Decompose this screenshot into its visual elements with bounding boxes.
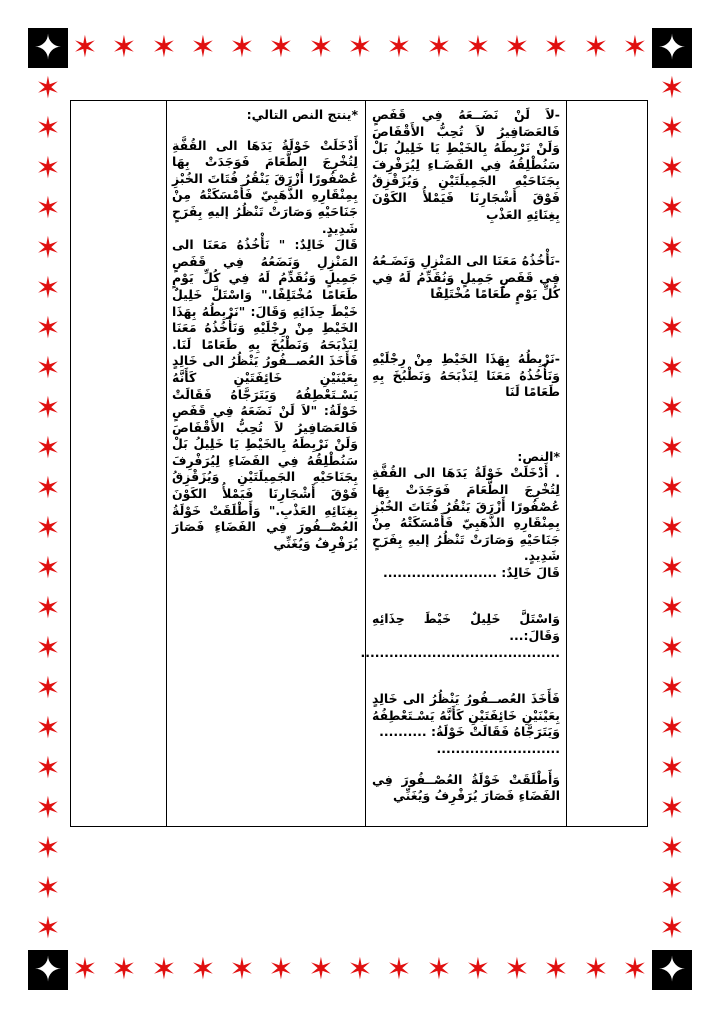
red-star-icon: ✶ xyxy=(659,71,685,106)
red-star-icon: ✶ xyxy=(659,711,685,746)
red-star-icon: ✶ xyxy=(659,151,685,186)
red-star-icon: ✶ xyxy=(659,271,685,306)
red-star-icon: ✶ xyxy=(622,30,648,65)
red-star-icon: ✶ xyxy=(386,952,412,987)
red-star-icon: ✶ xyxy=(659,671,685,706)
right-para-faakhatha: فَأَخَذَ العُصــفُورُ يَنْظُرُ الى خَالِدٍ بِعَيْنَيْنِ خَائِفَتَيْنِ كَأَنَّهُ يَسْـتَعْطِفُهُ وَيَتَرَجَّاهُ فَقَالَتْ خَوْلَةُ: .......... xyxy=(372,691,560,740)
red-star-icon: ✶ xyxy=(111,30,137,65)
red-star-icon: ✶ xyxy=(386,30,412,65)
red-star-icon: ✶ xyxy=(543,30,569,65)
red-star-icon: ✶ xyxy=(35,191,61,226)
red-star-icon: ✶ xyxy=(583,30,609,65)
red-star-icon: ✶ xyxy=(659,471,685,506)
red-star-icon: ✶ xyxy=(659,111,685,146)
red-star-icon: ✶ xyxy=(659,431,685,466)
red-star-icon: ✶ xyxy=(35,271,61,306)
column-divider-right xyxy=(566,101,567,826)
red-star-icon: ✶ xyxy=(190,30,216,65)
right-para-adkhalat: . أَدْخَلَتْ خَوْلَةُ يَدَهَا الى القُفَّةِ لِتُخْرِجَ الطَّعَامَ فَوَجَدَتْ بِهَا عُصْفُورًا أَزْرَقَ يَنْقُرُ فُتَاتَ الخُبْزِ بِمِنْقَارِهِ الذَّهَبِيّ فَأَمْسَكَتْهُ مِنْ جَنَاحَيْهِ وَصَارَتْ تَنْظُرُ إليهِ بِفَرَحٍ شَدِيدٍ. xyxy=(372,465,560,564)
red-star-icon: ✶ xyxy=(659,231,685,266)
red-star-icon: ✶ xyxy=(622,952,648,987)
red-star-icon: ✶ xyxy=(465,30,491,65)
red-star-icon: ✶ xyxy=(35,831,61,866)
right-text-heading: *النص: xyxy=(517,448,560,464)
red-star-icon: ✶ xyxy=(111,952,137,987)
red-star-icon: ✶ xyxy=(35,871,61,906)
red-star-icon: ✶ xyxy=(308,30,334,65)
red-star-icon: ✶ xyxy=(35,351,61,386)
black-corner-star-icon: ✦ xyxy=(28,950,68,990)
red-star-icon: ✶ xyxy=(659,751,685,786)
right-line-wastalla: وَاسْتَلَّ خَلِيلٌ خَيْطَ حِذَائِهِ وَقَالَ:... xyxy=(372,611,560,644)
right-para-watlaqat: وَأَطْلَقَتْ خَوْلَةُ العُصْــفُورَ فِي الفَضَاءِ فَصَارَ يُرَفْرِفُ وَيُغَنِّي xyxy=(372,771,560,804)
middle-para-story: قَالَ خَالِدٌ: " نَأْخُذُهُ مَعَنَا الى المَنْزِلِ وَنَضَعُهُ فِي قَفَصٍ جَمِيلٍ وَنُقَدِّمُ لَهُ فِي كُلِّ يَوْمٍ طَعَامًا مُخْتَلِفًا." وَاسْتَلَّ خَلِيلٌ خَيْطَ حِذَائِهِ وَقَالَ: "نَرْبِطُهُ بِهَذَا الخَيْطِ مِنْ رِجْلَيْهِ وَنَأْخُذُهُ مَعَنَا لِنَذْبَحَهُ وَنَطْبُخَ بِهِ طَعَامًا لَنَا. فَأَخَذَ العُصــفُورُ يَنْظُرُ الى خَالِدٍ بِعَيْنَيْنِ خَائِفَتَيْنِ كَأَنَّهُ يَسْـتَعْطِفُهُ وَيَتَرَجَّاهُ فَقَالَتْ خَوْلَةُ: "لاَ لَنْ نَضَعَهُ فِي قَفَصٍ فَالعَصَافِيرُ لاَ تُحِبُّ الأَقْفَاصَ وَلَنْ نَرْبِطَهُ بِالخَيْطِ يَا خَلِيلُ بَلْ سَنُطْلِقُهُ فِي الفَضَاءِ لِيُرَفْرِفَ بِجَنَاحَيْهِ الجَمِيلَتَيْنِ وَيُزَقْزِقُ فَوْقَ أَشْجَارِنَا فَيَمْلأُ الكَوْنَ بِغِنَائِهِ العَذْبِ." وَأَطْلَقَتْ خَوْلَةُ العُصْــفُورَ فِي الفَضَاءِ فَصَارَ يُرَفْرِفُ وَيُغَنِّي xyxy=(172,237,358,551)
red-star-icon: ✶ xyxy=(35,471,61,506)
red-star-icon: ✶ xyxy=(659,391,685,426)
red-star-icon: ✶ xyxy=(659,871,685,906)
red-star-icon: ✶ xyxy=(659,631,685,666)
red-star-icon: ✶ xyxy=(151,30,177,65)
red-star-icon: ✶ xyxy=(35,311,61,346)
red-star-icon: ✶ xyxy=(659,791,685,826)
middle-heading: *ينتج النص التالي: xyxy=(246,107,358,122)
right-line-qala-khalid: قَالَ خَالِدٌ: ........................ xyxy=(382,564,560,580)
red-star-icon: ✶ xyxy=(347,30,373,65)
right-line-wastalla-dots: .......................................... xyxy=(360,644,560,660)
red-star-icon: ✶ xyxy=(35,391,61,426)
red-star-icon: ✶ xyxy=(659,911,685,946)
red-star-icon: ✶ xyxy=(268,952,294,987)
red-star-icon: ✶ xyxy=(35,591,61,626)
red-star-icon: ✶ xyxy=(229,952,255,987)
red-star-icon: ✶ xyxy=(308,952,334,987)
red-star-icon: ✶ xyxy=(35,751,61,786)
red-star-icon: ✶ xyxy=(190,952,216,987)
red-star-icon: ✶ xyxy=(543,952,569,987)
right-para-la-lan: -لاَ لَنْ نَضَــعَهُ فِي قَفَصٍ فَالعَصَافِيرُ لاَ تُحِبُّ الأَقْفَاصَ وَلَنْ نَرْبِطَهُ بِالخَيْطِ يَا خَلِيلُ بَلْ سَنُطْلِقُهُ فِي الفَضَـاءِ لِيُرَفْرِفَ بِجَنَاحَيْهِ الجَمِيلَتَيْنِ وَيُزَقْزِقُ فَوْقَ أَشْجَارِنَا فَيَمْلأُ الكَوْنَ بِغِنَائِهِ العَذْبِ xyxy=(372,107,560,222)
red-star-icon: ✶ xyxy=(659,551,685,586)
red-star-icon: ✶ xyxy=(426,952,452,987)
red-star-icon: ✶ xyxy=(504,952,530,987)
black-corner-star-icon: ✦ xyxy=(28,28,68,68)
red-star-icon: ✶ xyxy=(35,231,61,266)
worksheet-table xyxy=(70,100,648,827)
red-star-icon: ✶ xyxy=(426,30,452,65)
red-star-icon: ✶ xyxy=(35,911,61,946)
red-star-icon: ✶ xyxy=(35,431,61,466)
red-star-icon: ✶ xyxy=(504,30,530,65)
red-star-icon: ✶ xyxy=(35,71,61,106)
red-star-icon: ✶ xyxy=(151,952,177,987)
red-star-icon: ✶ xyxy=(35,151,61,186)
black-corner-star-icon: ✦ xyxy=(652,28,692,68)
red-star-icon: ✶ xyxy=(35,671,61,706)
red-star-icon: ✶ xyxy=(659,511,685,546)
red-star-icon: ✶ xyxy=(583,952,609,987)
column-divider-left xyxy=(166,101,167,826)
red-star-icon: ✶ xyxy=(35,791,61,826)
middle-column xyxy=(172,107,358,552)
red-star-icon: ✶ xyxy=(72,952,98,987)
red-star-icon: ✶ xyxy=(35,711,61,746)
red-star-icon: ✶ xyxy=(465,952,491,987)
red-star-icon: ✶ xyxy=(35,631,61,666)
red-star-icon: ✶ xyxy=(35,551,61,586)
right-column xyxy=(360,107,560,805)
right-para-faakhatha-dots: .......................... xyxy=(436,741,560,757)
middle-para-adkhalat: أَدْخَلَتْ خَوْلَةُ يَدَهَا الى القُفَّةِ لِتُخْرِجَ الطَّعَامَ فَوَجَدَتْ بِهَا عُصْفُورًا أَزْرَقَ يَنْقُرُ فُتَاتَ الخُبْزِ بِمِنْقَارِهِ الذَّهَبِيّ فَأَمْسَكَتْهُ مِنْ جَنَاحَيْهِ وَصَارَتْ تَنْظُرُ إليهِ بِفَرَحٍ شَدِيدٍ. xyxy=(172,137,358,236)
red-star-icon: ✶ xyxy=(229,30,255,65)
right-para-nakhuthuhu: -نَأْخُذُهُ مَعَنَا الى المَنْزِلِ وَنَضَـعُهُ فِي قَفَصٍ جَمِيلٍ وَنُقَدِّمُ لَهُ فِي كُلِّ يَوْمٍ طَعَامًا مُخْتَلِفًا xyxy=(372,253,560,302)
column-divider-middle xyxy=(365,101,366,826)
red-star-icon: ✶ xyxy=(35,511,61,546)
red-star-icon: ✶ xyxy=(659,351,685,386)
red-star-icon: ✶ xyxy=(35,111,61,146)
right-para-narbituhu: -نَرْبِطُهُ بِهَذَا الخَيْطِ مِنْ رِجْلَيْهِ وَنَأْخُذُهُ مَعَنَا لِنَذْبَحَهُ وَنَطْبُخَ بِهِ طَعَامًا لَنَا xyxy=(372,350,560,400)
red-star-icon: ✶ xyxy=(659,591,685,626)
red-star-icon: ✶ xyxy=(72,30,98,65)
red-star-icon: ✶ xyxy=(659,311,685,346)
red-star-icon: ✶ xyxy=(659,831,685,866)
red-star-icon: ✶ xyxy=(268,30,294,65)
red-star-icon: ✶ xyxy=(347,952,373,987)
red-star-icon: ✶ xyxy=(659,191,685,226)
black-corner-star-icon: ✦ xyxy=(652,950,692,990)
